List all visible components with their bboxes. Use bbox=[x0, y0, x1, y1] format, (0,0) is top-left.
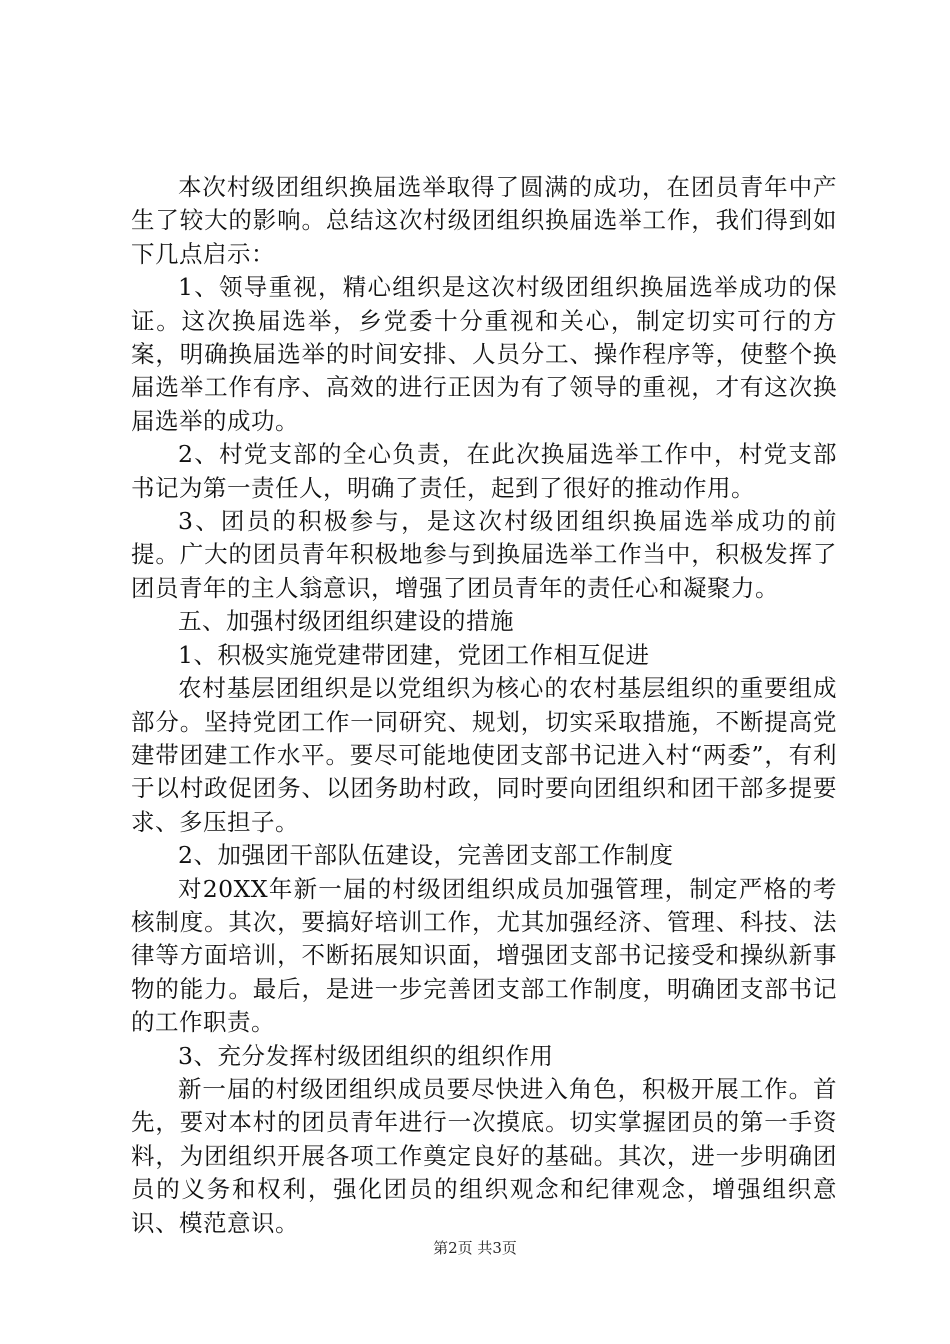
subheading-measure-3: 3、充分发挥村级团组织的组织作用 bbox=[178, 1041, 554, 1070]
paragraph-lesson-1: 1、领导重视，精心组织是这次村级团组织换届选举成功的保证。这次换届选举，乡党委十分重视和关心，制定切实可行的方案，明确换届选举的时间安排、人员分工、操作程序等，使整个换届选举工作有序、高效的进行正因为有了领导的重视，才有这次换届选举的成功。 bbox=[131, 273, 837, 435]
paragraph-lesson-2: 2、村党支部的全心负责，在此次换届选举工作中，村党支部书记为第一责任人，明确了责任，起到了很好的推动作用。 bbox=[131, 440, 837, 502]
section-heading-measures: 五、加强村级团组织建设的措施 bbox=[178, 607, 514, 636]
paragraph-measure-3: 新一届的村级团组织成员要尽快进入角色，积极开展工作。首先，要对本村的团员青年进行一次摸底。切实掌握团员的第一手资料，为团组织开展各项工作奠定良好的基础。其次，进一步明确团员的义务和权利，强化团员的组织观念和纪律观念，增强组织意识、模范意识。 bbox=[131, 1074, 837, 1237]
paragraph-lesson-3: 3、团员的积极参与，是这次村级团组织换届选举成功的前提。广大的团员青年积极地参与到换届选举工作当中，积极发挥了团员青年的主人翁意识，增强了团员青年的责任心和凝聚力。 bbox=[131, 507, 837, 602]
subheading-measure-1: 1、积极实施党建带团建，党团工作相互促进 bbox=[178, 640, 650, 669]
document-body bbox=[131, 171, 837, 1240]
paragraph-measure-1: 农村基层团组织是以党组织为核心的农村基层组织的重要组成部分。坚持党团工作一同研究、规划，切实采取措施，不断提高党建带团建工作水平。要尽可能地使团支部书记进入村“两委”，有利于以村政促团务、以团务助村政，同时要向团组织和团干部多提要求、多压担子。 bbox=[131, 674, 837, 836]
subheading-measure-2: 2、加强团干部队伍建设，完善团支部工作制度 bbox=[178, 841, 674, 870]
page-number-footer: 第2页 共3页 bbox=[433, 1239, 517, 1257]
paragraph-intro: 本次村级团组织换届选举取得了圆满的成功，在团员青年中产生了较大的影响。总结这次村级团组织换届选举工作，我们得到如下几点启示： bbox=[131, 173, 837, 268]
paragraph-measure-2: 对20XX年新一届的村级团组织成员加强管理，制定严格的考核制度。其次，要搞好培训工作，尤其加强经济、管理、科技、法律等方面培训，不断拓展知识面，增强团支部书记接受和操纵新事物的能力。最后，是进一步完善团支部工作制度，明确团支部书记的工作职责。 bbox=[131, 874, 837, 1037]
